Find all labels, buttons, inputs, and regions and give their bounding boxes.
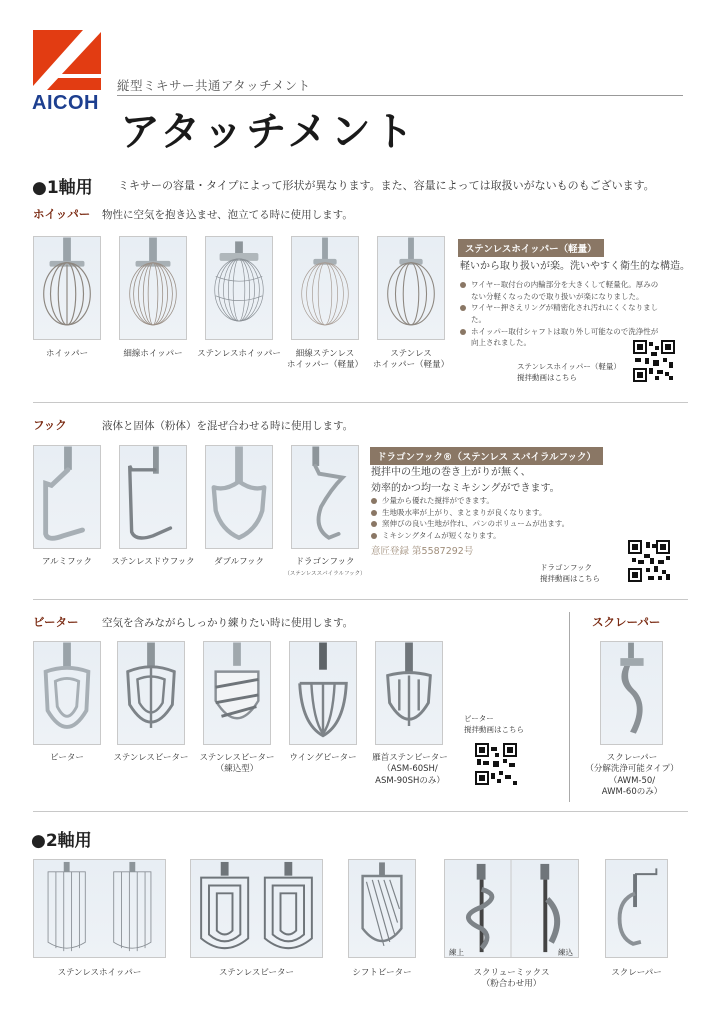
scraper-icon [606, 860, 667, 957]
caption: ステンレスホイッパー [57, 968, 142, 978]
caption: 雁首ステンビーター （ASM-60SH/ ASM-90SHのみ） [372, 753, 448, 786]
caption: ステンレスビーター [218, 968, 295, 978]
double-shaft-title: ●2軸用 [31, 831, 92, 851]
callout-lead: 軽いから取り扱いが楽。洗いやすく衛生的な構造。 [460, 261, 690, 272]
beater-label: ビーター [33, 615, 79, 629]
page-title: アタッチメント [120, 109, 417, 155]
product-image-gooseneck-stainless-beater [375, 641, 443, 745]
product-image-screw-mix [444, 859, 579, 958]
aicoh-logo-text: AICOH [32, 92, 99, 114]
caption: スクレーパー （分解洗浄可能タイプ） （AWM-50/ AWM-60のみ） [585, 753, 679, 798]
design-registration: 意匠登録 第5587292号 [371, 546, 474, 557]
callout-heading: ドラゴンフック®（ステンレス スパイラルフック） [370, 447, 603, 465]
whisk-icon [34, 237, 100, 339]
callout-bullets [370, 495, 610, 542]
callout-heading: ステンレスホイッパー（軽量） [458, 239, 604, 257]
caption: ウイングビーター [289, 753, 357, 763]
product-image-stainless-dough-hook [119, 445, 187, 549]
beater-icon [34, 642, 100, 744]
product-image-stainless-whipper [205, 236, 273, 340]
bullet-item: ワイヤー押さえリングが精密化され汚れにくくなりました。 [459, 302, 659, 325]
bullet-item: ワイヤー取付台の内輪部分を大きくして軽量化。厚みのない分軽くなったので取り扱いが楽になりました。 [459, 279, 659, 302]
hook-icon [34, 446, 100, 548]
product-image-wing-beater [289, 641, 357, 745]
page-subtitle: 縦型ミキサー共通アタッチメント [117, 78, 311, 93]
hook-icon [206, 446, 272, 548]
aicoh-logo-mark [33, 30, 101, 90]
hook-icon [120, 446, 186, 548]
screw-tag-knead-up: 練上 [449, 948, 464, 957]
qr-caption: ドラゴンフック 撹拌動画はこちら [540, 563, 600, 584]
caption: 細線ホイッパー [123, 349, 183, 359]
product-image-whipper [33, 236, 101, 340]
callout-lead: 撹拌中の生地の巻き上がりが無く、 効率的かつ均一なミキシングができます。 [371, 467, 560, 494]
bullet-item: ミキシングタイムが短くなります。 [370, 530, 610, 542]
bullet-item: 生地吸水率が上がり、まとまりが良くなります。 [370, 507, 610, 519]
beater-icon [191, 860, 322, 957]
caption: ステンレスビーター [113, 753, 189, 763]
caption: ステンレスドウフック [111, 557, 195, 567]
caption: ステンレス ホイッパー（軽量） [372, 349, 450, 371]
qr-code-icon[interactable] [633, 340, 675, 382]
screw-tag-knead-in: 練込 [558, 948, 573, 957]
section-divider [33, 811, 688, 812]
bullet-item: 少量から優れた撹拌ができます。 [370, 495, 610, 507]
single-shaft-description: ミキサーの容量・タイプによって形状が異なります。また、容量によっては取扱いがないものもございます。 [118, 179, 655, 192]
beater-icon [349, 860, 415, 957]
whipper-description: 物性に空気を抱き込ませ、泡立てる時に使用します。 [102, 209, 353, 221]
product-image-fine-stainless-whipper-light [291, 236, 359, 340]
whisk-icon [34, 860, 165, 957]
bullet-item: 窯伸びの良い生地が作れ、パンのボリュームが出ます。 [370, 518, 610, 530]
qr-code-icon[interactable] [628, 540, 670, 582]
whisk-icon [292, 237, 358, 339]
product-image-double-hook [205, 445, 273, 549]
product-image-double-stainless-beater [190, 859, 323, 958]
product-image-stainless-whipper-light [377, 236, 445, 340]
stainless-whipper-callout [458, 237, 604, 257]
qr-caption: ビーター 撹拌動画はこちら [464, 714, 524, 735]
caption-small: （ステンレススパイラルフック） [284, 571, 366, 577]
scraper-icon [601, 642, 662, 744]
qr-code-icon[interactable] [475, 743, 517, 785]
caption: スクリューミックス （粉合わせ用） [473, 968, 550, 990]
product-image-double-stainless-whipper [33, 859, 166, 958]
scraper-label: スクレーパー [592, 615, 661, 629]
qr-caption: ステンレスホイッパー（軽量） 撹拌動画はこちら [517, 362, 621, 383]
whisk-icon [120, 237, 186, 339]
product-image-beater [33, 641, 101, 745]
caption: 細線ステンレス ホイッパー（軽量） [286, 349, 364, 371]
logo-mark-icon [33, 30, 101, 90]
whisk-icon [378, 237, 444, 339]
product-image-fine-whipper [119, 236, 187, 340]
section-divider [33, 402, 688, 403]
beater-icon [290, 642, 356, 744]
caption: ホイッパー [45, 349, 89, 359]
product-image-stainless-beater-kneading [203, 641, 271, 745]
product-image-double-scraper [605, 859, 668, 958]
product-image-aluminum-hook [33, 445, 101, 549]
screw-icon [445, 860, 578, 957]
caption: ダブルフック [213, 557, 265, 567]
caption: ドラゴンフック [295, 557, 355, 567]
caption: ビーター [50, 753, 84, 763]
caption: ステンレスホイッパー [197, 349, 281, 359]
whisk-icon [206, 237, 272, 339]
product-image-stainless-beater [117, 641, 185, 745]
caption: アルミフック [41, 557, 93, 567]
bullet-item: ホイッパー取付シャフトは取り外し可能なので洗浄性が向上されました。 [459, 326, 659, 349]
dragon-hook-callout [370, 445, 603, 465]
header-divider [117, 95, 683, 96]
vertical-divider [569, 612, 570, 802]
callout-bullets [459, 279, 659, 349]
product-image-shift-beater [348, 859, 416, 958]
hook-description: 液体と固体（粉体）を混ぜ合わせる時に使用します。 [102, 420, 354, 432]
beater-icon [118, 642, 184, 744]
product-image-dragon-hook [291, 445, 359, 549]
single-shaft-title: ●1軸用 [32, 178, 93, 198]
product-image-scraper [600, 641, 663, 745]
caption: スクレーパー [611, 968, 662, 978]
beater-icon [376, 642, 442, 744]
beater-icon [204, 642, 270, 744]
hook-label: フック [33, 418, 67, 432]
caption: シフトビーター [352, 968, 412, 978]
section-divider [33, 599, 688, 600]
caption: ステンレスビーター （練込型） [199, 753, 275, 775]
hook-icon [292, 446, 358, 548]
beater-description: 空気を含みながらしっかり練りたい時に使用します。 [102, 617, 354, 629]
whipper-label: ホイッパー [33, 207, 91, 221]
